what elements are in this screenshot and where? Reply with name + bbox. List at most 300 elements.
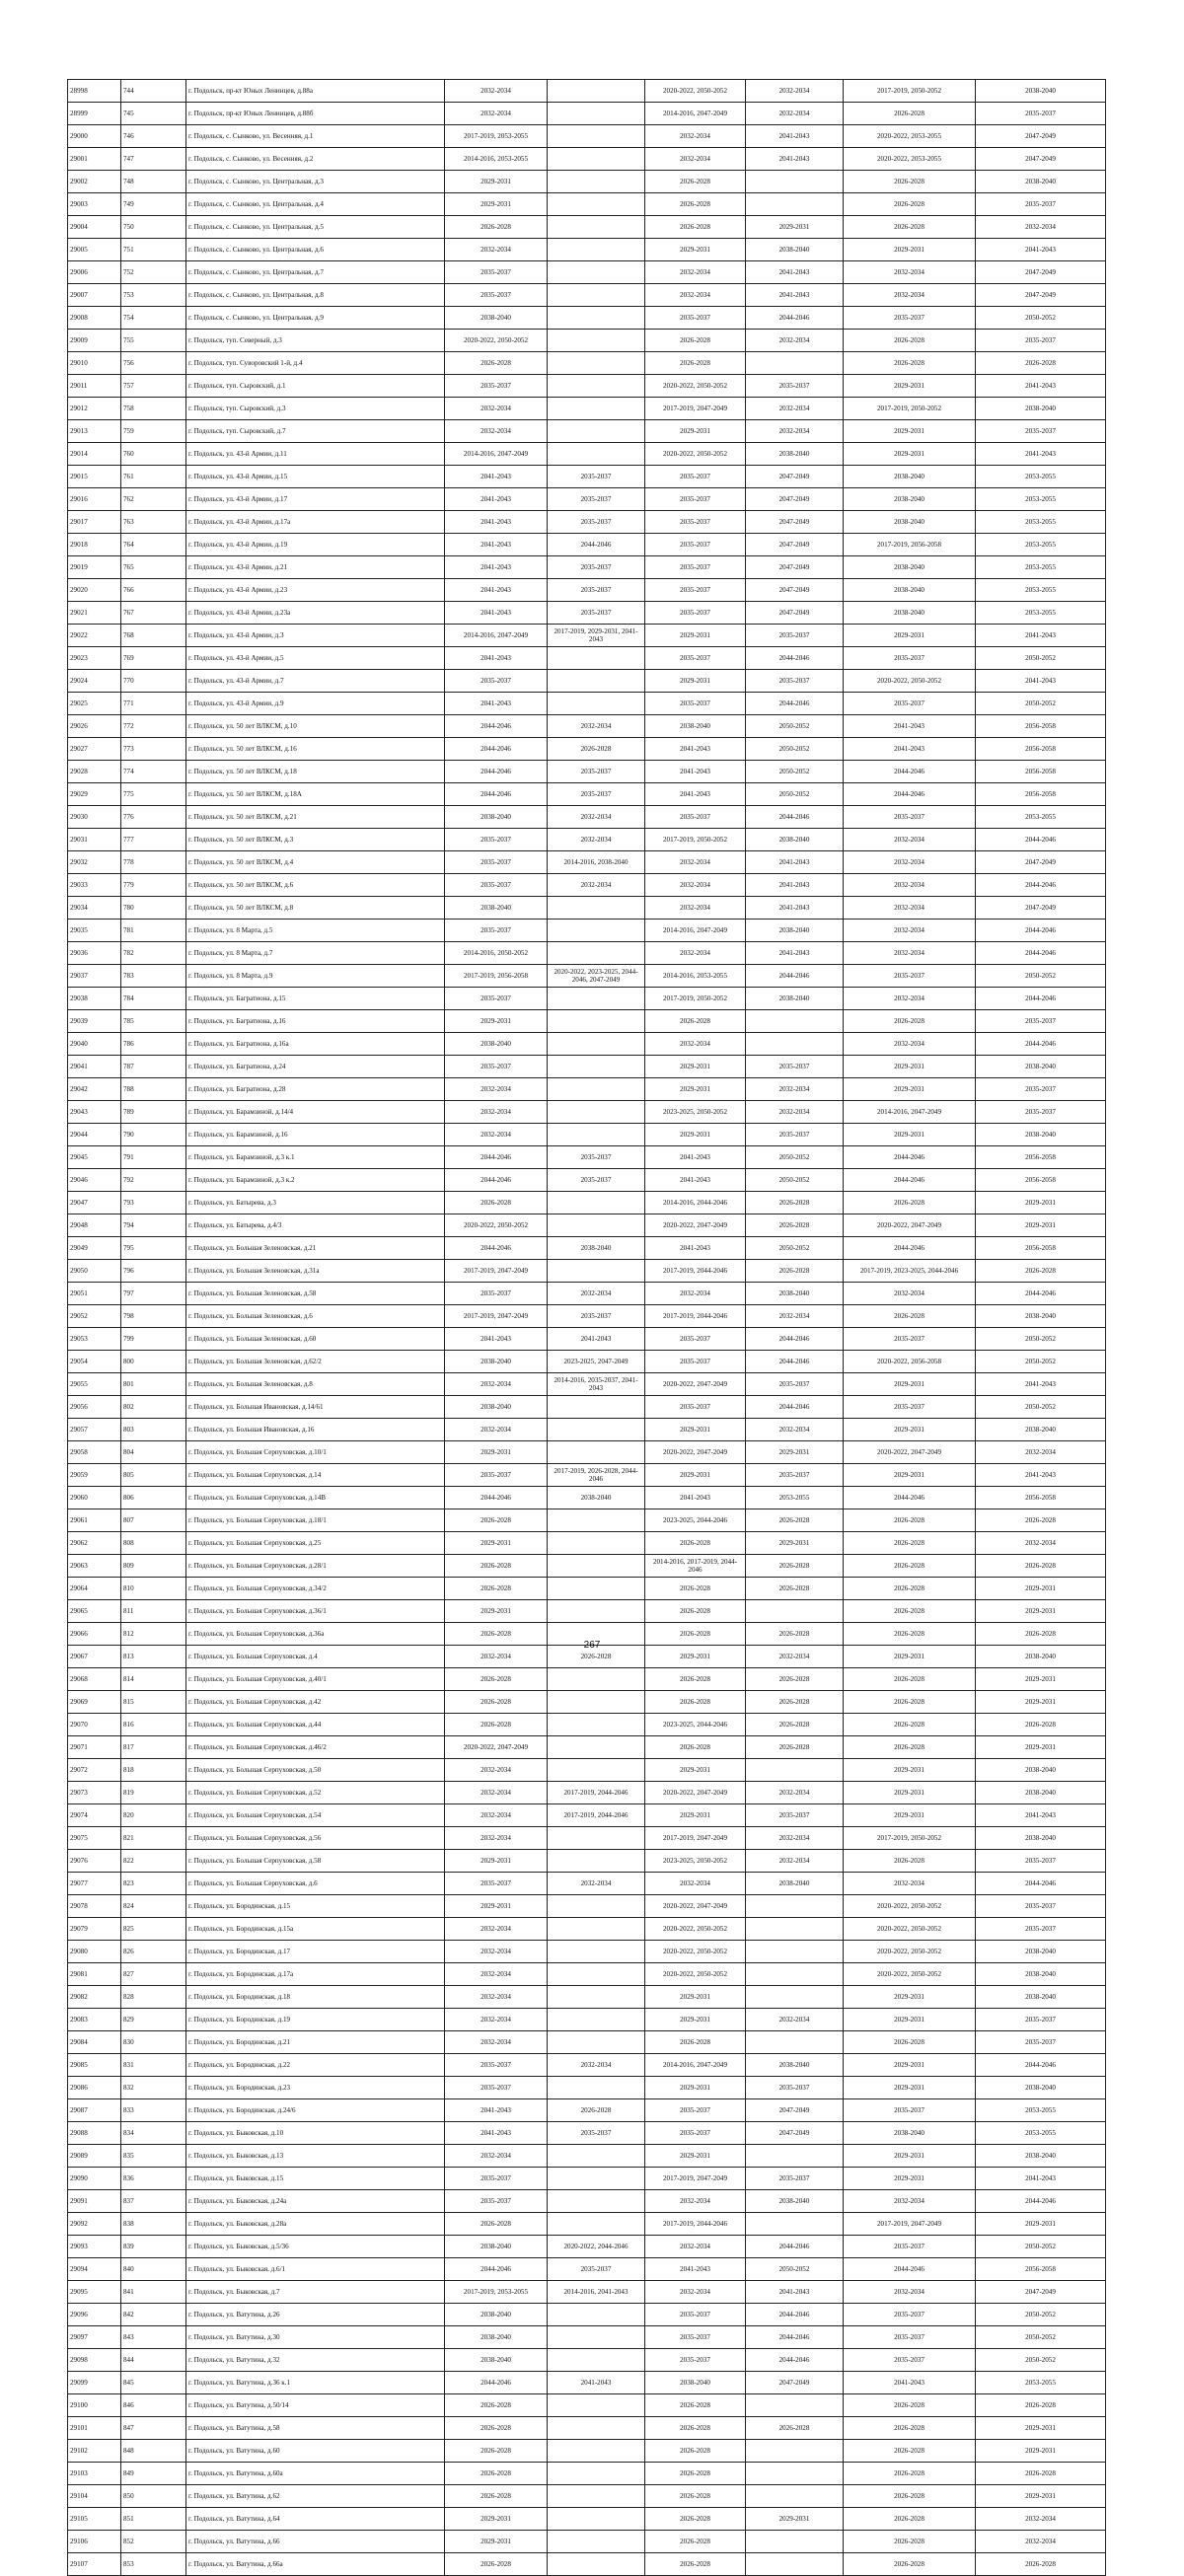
period-5-cell: 2020-2022, 2050-2052	[844, 1941, 976, 1963]
entry-number-cell: 826	[121, 1941, 186, 1963]
period-1-cell: 2029-2031	[445, 171, 548, 193]
entry-number-cell: 762	[121, 488, 186, 511]
period-3-cell: 2023-2025, 2044-2046	[645, 1509, 746, 1532]
address-cell: г. Подольск, ул. Ватутина, д.64	[186, 2508, 445, 2531]
period-3-cell: 2041-2043	[645, 1146, 746, 1169]
entry-number-cell: 780	[121, 897, 186, 920]
record-id-cell: 29065	[68, 1600, 121, 1623]
period-1-cell: 2014-2016, 2050-2052	[445, 942, 548, 965]
period-2-cell	[548, 103, 645, 125]
period-6-cell: 2041-2043	[976, 1373, 1106, 1396]
address-cell: г. Подольск, ул. Бородинская, д.17	[186, 1941, 445, 1963]
period-4-cell: 2047-2049	[746, 556, 844, 579]
table-row	[68, 1056, 1106, 1078]
table-row	[68, 125, 1106, 148]
period-6-cell: 2035-2037	[976, 2031, 1106, 2054]
address-cell: г. Подольск, ул. Ватутина, д.62	[186, 2485, 445, 2508]
period-4-cell: 2041-2043	[746, 897, 844, 920]
period-6-cell: 2035-2037	[976, 2009, 1106, 2031]
address-cell: г. Подольск, ул. 43-й Армии, д.21	[186, 556, 445, 579]
period-4-cell: 2044-2046	[746, 1328, 844, 1351]
entry-number-cell: 799	[121, 1328, 186, 1351]
period-6-cell: 2050-2052	[976, 307, 1106, 330]
period-3-cell: 2023-2025, 2044-2046	[645, 1714, 746, 1736]
address-cell: г. Подольск, ул. 50 лет ВЛКСМ, д.8	[186, 897, 445, 920]
period-6-cell: 2053-2055	[976, 602, 1106, 625]
entry-number-cell: 827	[121, 1963, 186, 1986]
entry-number-cell: 808	[121, 1532, 186, 1555]
period-3-cell: 2029-2031	[645, 1759, 746, 1782]
table-row	[68, 806, 1106, 829]
period-4-cell: 2044-2046	[746, 2326, 844, 2349]
address-cell: г. Подольск, ул. 50 лет ВЛКСМ, д.6	[186, 874, 445, 897]
table-row	[68, 2031, 1106, 2054]
period-3-cell: 2029-2031	[645, 239, 746, 261]
period-4-cell: 2050-2052	[746, 783, 844, 806]
period-3-cell: 2017-2019, 2047-2049	[645, 2168, 746, 2190]
address-cell: г. Подольск, ул. 50 лет ВЛКСМ, д.18А	[186, 783, 445, 806]
period-3-cell: 2020-2022, 2047-2049	[645, 1895, 746, 1918]
period-4-cell: 2041-2043	[746, 148, 844, 171]
period-6-cell: 2035-2037	[976, 420, 1106, 443]
record-id-cell: 29095	[68, 2281, 121, 2304]
record-id-cell: 29007	[68, 284, 121, 307]
period-3-cell: 2041-2043	[645, 1169, 746, 1192]
period-3-cell: 2032-2034	[645, 1033, 746, 1056]
period-4-cell: 2044-2046	[746, 693, 844, 715]
period-3-cell: 2026-2028	[645, 1691, 746, 1714]
entry-number-cell: 846	[121, 2394, 186, 2417]
period-6-cell: 2047-2049	[976, 148, 1106, 171]
table-row	[68, 1668, 1106, 1691]
period-5-cell: 2029-2031	[844, 1056, 976, 1078]
record-id-cell: 29030	[68, 806, 121, 829]
record-id-cell: 29086	[68, 2077, 121, 2099]
table-row	[68, 2009, 1106, 2031]
period-6-cell: 2029-2031	[976, 1668, 1106, 1691]
period-2-cell: 2023-2025, 2047-2049	[548, 1351, 645, 1373]
period-1-cell: 2038-2040	[445, 806, 548, 829]
period-2-cell	[548, 1850, 645, 1873]
entry-number-cell: 815	[121, 1691, 186, 1714]
period-5-cell: 2029-2031	[844, 443, 976, 466]
address-cell: г. Подольск, ул. Большая Серпуховская, д.36а	[186, 1623, 445, 1646]
period-3-cell: 2026-2028	[645, 2417, 746, 2440]
table-row	[68, 1283, 1106, 1305]
period-1-cell: 2038-2040	[445, 2349, 548, 2372]
period-5-cell: 2026-2028	[844, 1623, 976, 1646]
period-3-cell: 2029-2031	[645, 420, 746, 443]
table-row	[68, 670, 1106, 693]
period-5-cell: 2035-2037	[844, 806, 976, 829]
period-2-cell: 2020-2022, 2023-2025, 2044-2046, 2047-2049	[548, 965, 645, 988]
address-cell: г. Подольск, ул. Большая Зеленовская, д.8	[186, 1373, 445, 1396]
address-cell: г. Подольск, ул. Быковская, д.7	[186, 2281, 445, 2304]
period-5-cell: 2029-2031	[844, 2009, 976, 2031]
period-6-cell: 2026-2028	[976, 2553, 1106, 2576]
period-2-cell	[548, 2553, 645, 2576]
period-1-cell: 2026-2028	[445, 2394, 548, 2417]
schedule-sheet	[67, 79, 1105, 2576]
period-6-cell: 2050-2052	[976, 2236, 1106, 2258]
table-row	[68, 171, 1106, 193]
period-3-cell: 2032-2034	[645, 148, 746, 171]
period-3-cell: 2026-2028	[645, 1532, 746, 1555]
period-4-cell: 2038-2040	[746, 920, 844, 942]
entry-number-cell: 765	[121, 556, 186, 579]
entry-number-cell: 852	[121, 2531, 186, 2553]
record-id-cell: 29016	[68, 488, 121, 511]
address-cell: г. Подольск, ул. Большая Зеленовская, д.62/2	[186, 1351, 445, 1373]
record-id-cell: 29026	[68, 715, 121, 738]
period-1-cell: 2041-2043	[445, 602, 548, 625]
entry-number-cell: 754	[121, 307, 186, 330]
period-4-cell: 2029-2031	[746, 2508, 844, 2531]
period-3-cell: 2029-2031	[645, 2145, 746, 2168]
period-1-cell: 2029-2031	[445, 1600, 548, 1623]
address-cell: г. Подольск, ул. Барамзиной, д.14/4	[186, 1101, 445, 1124]
period-4-cell	[746, 1941, 844, 1963]
period-5-cell: 2029-2031	[844, 1646, 976, 1668]
period-6-cell: 2038-2040	[976, 1124, 1106, 1146]
period-3-cell: 2029-2031	[645, 1804, 746, 1827]
table-row	[68, 1487, 1106, 1509]
period-2-cell	[548, 1759, 645, 1782]
address-cell: г. Подольск, ул. Барамзиной, д.3 к.1	[186, 1146, 445, 1169]
period-4-cell: 2029-2031	[746, 1441, 844, 1464]
period-6-cell: 2056-2058	[976, 1237, 1106, 1260]
address-cell: г. Подольск, ул. Бородинская, д.17а	[186, 1963, 445, 1986]
period-1-cell: 2038-2040	[445, 1351, 548, 1373]
period-3-cell: 2017-2019, 2050-2052	[645, 829, 746, 851]
period-5-cell: 2017-2019, 2023-2025, 2044-2046	[844, 1260, 976, 1283]
table-row	[68, 1963, 1106, 1986]
period-3-cell: 2032-2034	[645, 874, 746, 897]
period-1-cell: 2035-2037	[445, 1873, 548, 1895]
period-4-cell: 2026-2028	[746, 1192, 844, 1214]
record-id-cell: 29038	[68, 988, 121, 1010]
entry-number-cell: 771	[121, 693, 186, 715]
period-5-cell: 2038-2040	[844, 2122, 976, 2145]
address-cell: г. Подольск, ул. Багратиона, д.28	[186, 1078, 445, 1101]
period-4-cell: 2044-2046	[746, 307, 844, 330]
period-5-cell: 2035-2037	[844, 1396, 976, 1419]
period-4-cell: 2026-2028	[746, 1578, 844, 1600]
period-5-cell: 2032-2034	[844, 851, 976, 874]
entry-number-cell: 745	[121, 103, 186, 125]
entry-number-cell: 841	[121, 2281, 186, 2304]
entry-number-cell: 747	[121, 148, 186, 171]
table-row	[68, 352, 1106, 375]
period-5-cell: 2029-2031	[844, 2168, 976, 2190]
address-cell: г. Подольск, ул. Большая Зеленовская, д.6	[186, 1305, 445, 1328]
period-1-cell: 2029-2031	[445, 1532, 548, 1555]
record-id-cell: 29107	[68, 2553, 121, 2576]
period-1-cell: 2041-2043	[445, 2099, 548, 2122]
entry-number-cell: 755	[121, 330, 186, 352]
period-5-cell: 2026-2028	[844, 103, 976, 125]
record-id-cell: 29012	[68, 398, 121, 420]
period-3-cell: 2026-2028	[645, 1736, 746, 1759]
period-4-cell: 2050-2052	[746, 1237, 844, 1260]
table-row	[68, 1373, 1106, 1396]
period-4-cell	[746, 1759, 844, 1782]
record-id-cell: 29102	[68, 2440, 121, 2463]
record-id-cell: 29044	[68, 1124, 121, 1146]
period-3-cell: 2041-2043	[645, 761, 746, 783]
period-6-cell: 2035-2037	[976, 1101, 1106, 1124]
period-2-cell	[548, 239, 645, 261]
period-1-cell: 2026-2028	[445, 2417, 548, 2440]
period-4-cell: 2041-2043	[746, 942, 844, 965]
address-cell: г. Подольск, ул. Ватутина, д.66	[186, 2531, 445, 2553]
period-6-cell: 2053-2055	[976, 511, 1106, 534]
period-6-cell: 2029-2031	[976, 2417, 1106, 2440]
record-id-cell: 29036	[68, 942, 121, 965]
record-id-cell: 29087	[68, 2099, 121, 2122]
period-5-cell: 2026-2028	[844, 1850, 976, 1873]
period-3-cell: 2017-2019, 2050-2052	[645, 988, 746, 1010]
record-id-cell: 29074	[68, 1804, 121, 1827]
period-3-cell: 2035-2037	[645, 2099, 746, 2122]
period-5-cell: 2032-2034	[844, 897, 976, 920]
period-5-cell: 2032-2034	[844, 988, 976, 1010]
entry-number-cell: 786	[121, 1033, 186, 1056]
period-3-cell: 2035-2037	[645, 579, 746, 602]
period-5-cell: 2017-2019, 2056-2058	[844, 534, 976, 556]
period-6-cell: 2053-2055	[976, 806, 1106, 829]
period-6-cell: 2038-2040	[976, 1419, 1106, 1441]
record-id-cell: 29083	[68, 2009, 121, 2031]
address-cell: г. Подольск, ул. 43-й Армии, д.7	[186, 670, 445, 693]
record-id-cell: 29085	[68, 2054, 121, 2077]
period-2-cell: 2035-2037	[548, 556, 645, 579]
period-2-cell: 2017-2019, 2029-2031, 2041-2043	[548, 625, 645, 647]
table-row	[68, 1328, 1106, 1351]
address-cell: г. Подольск, ул. Ватутина, д.66а	[186, 2553, 445, 2576]
address-cell: г. Подольск, с. Сынково, ул. Центральная, д.6	[186, 239, 445, 261]
table-row	[68, 942, 1106, 965]
period-3-cell: 2014-2016, 2047-2049	[645, 2054, 746, 2077]
period-1-cell: 2044-2046	[445, 1237, 548, 1260]
period-2-cell	[548, 2326, 645, 2349]
record-id-cell: 29071	[68, 1736, 121, 1759]
period-5-cell: 2026-2028	[844, 2394, 976, 2417]
table-row	[68, 1578, 1106, 1600]
period-2-cell: 2017-2019, 2026-2028, 2044-2046	[548, 1464, 645, 1487]
period-1-cell: 2026-2028	[445, 1509, 548, 1532]
table-row	[68, 1351, 1106, 1373]
address-cell: г. Подольск, ул. Ватутина, д.36 к.1	[186, 2372, 445, 2394]
period-2-cell	[548, 216, 645, 239]
period-4-cell: 2032-2034	[746, 398, 844, 420]
period-1-cell: 2026-2028	[445, 2440, 548, 2463]
period-2-cell: 2035-2037	[548, 602, 645, 625]
table-row	[68, 556, 1106, 579]
period-4-cell: 2032-2034	[746, 2009, 844, 2031]
record-id-cell: 29053	[68, 1328, 121, 1351]
table-row	[68, 988, 1106, 1010]
address-cell: г. Подольск, ул. Большая Серпуховская, д.56	[186, 1827, 445, 1850]
period-6-cell: 2053-2055	[976, 2099, 1106, 2122]
period-2-cell	[548, 2190, 645, 2213]
period-1-cell: 2026-2028	[445, 1578, 548, 1600]
period-3-cell: 2038-2040	[645, 2372, 746, 2394]
table-row	[68, 261, 1106, 284]
period-2-cell	[548, 1192, 645, 1214]
period-1-cell: 2032-2034	[445, 2031, 548, 2054]
period-1-cell: 2032-2034	[445, 103, 548, 125]
period-6-cell: 2035-2037	[976, 1895, 1106, 1918]
record-id-cell: 29101	[68, 2417, 121, 2440]
address-cell: г. Подольск, ул. Быковская, д.28а	[186, 2213, 445, 2236]
period-2-cell	[548, 920, 645, 942]
period-5-cell: 2029-2031	[844, 239, 976, 261]
table-row	[68, 851, 1106, 874]
address-cell: г. Подольск, ул. Большая Ивановская, д.14/61	[186, 1396, 445, 1419]
address-cell: г. Подольск, с. Сынково, ул. Центральная, д.3	[186, 171, 445, 193]
period-6-cell: 2032-2034	[976, 2531, 1106, 2553]
period-6-cell: 2038-2040	[976, 2077, 1106, 2099]
period-1-cell: 2035-2037	[445, 829, 548, 851]
table-row	[68, 1850, 1106, 1873]
record-id-cell: 29080	[68, 1941, 121, 1963]
address-cell: г. Подольск, ул. Ватутина, д.60	[186, 2440, 445, 2463]
table-row	[68, 2485, 1106, 2508]
schedule-rows	[68, 80, 1106, 2576]
record-id-cell: 29006	[68, 261, 121, 284]
period-1-cell: 2032-2034	[445, 420, 548, 443]
period-3-cell: 2032-2034	[645, 2281, 746, 2304]
entry-number-cell: 749	[121, 193, 186, 216]
entry-number-cell: 784	[121, 988, 186, 1010]
period-6-cell: 2056-2058	[976, 738, 1106, 761]
table-row	[68, 1214, 1106, 1237]
period-1-cell: 2035-2037	[445, 375, 548, 398]
table-row	[68, 488, 1106, 511]
period-2-cell	[548, 2009, 645, 2031]
record-id-cell: 29013	[68, 420, 121, 443]
address-cell: г. Подольск, ул. 43-й Армии, д.15	[186, 466, 445, 488]
table-row	[68, 647, 1106, 670]
address-cell: г. Подольск, ул. Большая Серпуховская, д.44	[186, 1714, 445, 1736]
period-4-cell: 2050-2052	[746, 1146, 844, 1169]
record-id-cell: 29052	[68, 1305, 121, 1328]
entry-number-cell: 759	[121, 420, 186, 443]
entry-number-cell: 775	[121, 783, 186, 806]
period-5-cell: 2038-2040	[844, 466, 976, 488]
entry-number-cell: 785	[121, 1010, 186, 1033]
entry-number-cell: 789	[121, 1101, 186, 1124]
entry-number-cell: 750	[121, 216, 186, 239]
table-row	[68, 1033, 1106, 1056]
period-6-cell: 2056-2058	[976, 1169, 1106, 1192]
table-row	[68, 1396, 1106, 1419]
entry-number-cell: 835	[121, 2145, 186, 2168]
entry-number-cell: 783	[121, 965, 186, 988]
period-5-cell: 2026-2028	[844, 1532, 976, 1555]
period-6-cell: 2047-2049	[976, 284, 1106, 307]
period-5-cell: 2038-2040	[844, 579, 976, 602]
period-1-cell: 2035-2037	[445, 284, 548, 307]
period-6-cell: 2050-2052	[976, 647, 1106, 670]
address-cell: г. Подольск, ул. Бородинская, д.24/6	[186, 2099, 445, 2122]
period-3-cell: 2032-2034	[645, 284, 746, 307]
entry-number-cell: 829	[121, 2009, 186, 2031]
record-id-cell: 29099	[68, 2372, 121, 2394]
address-cell: г. Подольск, ул. Большая Серпуховская, д.40/1	[186, 1668, 445, 1691]
period-1-cell: 2026-2028	[445, 216, 548, 239]
period-6-cell: 2035-2037	[976, 1918, 1106, 1941]
period-4-cell: 2035-2037	[746, 1373, 844, 1396]
period-4-cell: 2041-2043	[746, 851, 844, 874]
record-id-cell: 29061	[68, 1509, 121, 1532]
period-2-cell	[548, 897, 645, 920]
period-5-cell: 2035-2037	[844, 2326, 976, 2349]
period-2-cell: 2038-2040	[548, 1237, 645, 1260]
address-cell: г. Подольск, ул. Бородинская, д.23	[186, 2077, 445, 2099]
period-6-cell: 2029-2031	[976, 1192, 1106, 1214]
record-id-cell: 29045	[68, 1146, 121, 1169]
entry-number-cell: 766	[121, 579, 186, 602]
entry-number-cell: 767	[121, 602, 186, 625]
table-row	[68, 2508, 1106, 2531]
entry-number-cell: 756	[121, 352, 186, 375]
table-row	[68, 1441, 1106, 1464]
period-6-cell: 2026-2028	[976, 1623, 1106, 1646]
period-3-cell: 2035-2037	[645, 466, 746, 488]
period-6-cell: 2053-2055	[976, 579, 1106, 602]
period-3-cell: 2026-2028	[645, 352, 746, 375]
table-row	[68, 1782, 1106, 1804]
period-2-cell	[548, 693, 645, 715]
record-id-cell: 29004	[68, 216, 121, 239]
period-6-cell: 2041-2043	[976, 1804, 1106, 1827]
period-1-cell: 2017-2019, 2053-2055	[445, 125, 548, 148]
period-4-cell: 2047-2049	[746, 466, 844, 488]
period-5-cell: 2020-2022, 2050-2052	[844, 1895, 976, 1918]
address-cell: г. Подольск, ул. Бородинская, д.18	[186, 1986, 445, 2009]
record-id-cell: 29067	[68, 1646, 121, 1668]
period-2-cell	[548, 1736, 645, 1759]
entry-number-cell: 825	[121, 1918, 186, 1941]
period-3-cell: 2026-2028	[645, 2394, 746, 2417]
period-4-cell: 2053-2055	[746, 1487, 844, 1509]
period-2-cell	[548, 261, 645, 284]
period-4-cell: 2032-2034	[746, 1827, 844, 1850]
period-6-cell: 2050-2052	[976, 2349, 1106, 2372]
period-4-cell: 2038-2040	[746, 2054, 844, 2077]
address-cell: г. Подольск, ул. Большая Серпуховская, д.28/1	[186, 1555, 445, 1578]
address-cell: г. Подольск, ул. 43-й Армии, д.17	[186, 488, 445, 511]
table-row	[68, 874, 1106, 897]
address-cell: г. Подольск, ул. Багратиона, д.16	[186, 1010, 445, 1033]
period-1-cell: 2032-2034	[445, 1078, 548, 1101]
table-row	[68, 897, 1106, 920]
period-3-cell: 2017-2019, 2044-2046	[645, 1305, 746, 1328]
period-4-cell: 2044-2046	[746, 1351, 844, 1373]
entry-number-cell: 849	[121, 2463, 186, 2485]
table-row	[68, 1101, 1106, 1124]
record-id-cell: 29054	[68, 1351, 121, 1373]
address-cell: г. Подольск, ул. Быковская, д.24а	[186, 2190, 445, 2213]
period-4-cell: 2032-2034	[746, 1078, 844, 1101]
table-row	[68, 2349, 1106, 2372]
period-4-cell: 2029-2031	[746, 1532, 844, 1555]
record-id-cell: 29064	[68, 1578, 121, 1600]
period-2-cell: 2020-2022, 2044-2046	[548, 2236, 645, 2258]
period-6-cell: 2041-2043	[976, 670, 1106, 693]
